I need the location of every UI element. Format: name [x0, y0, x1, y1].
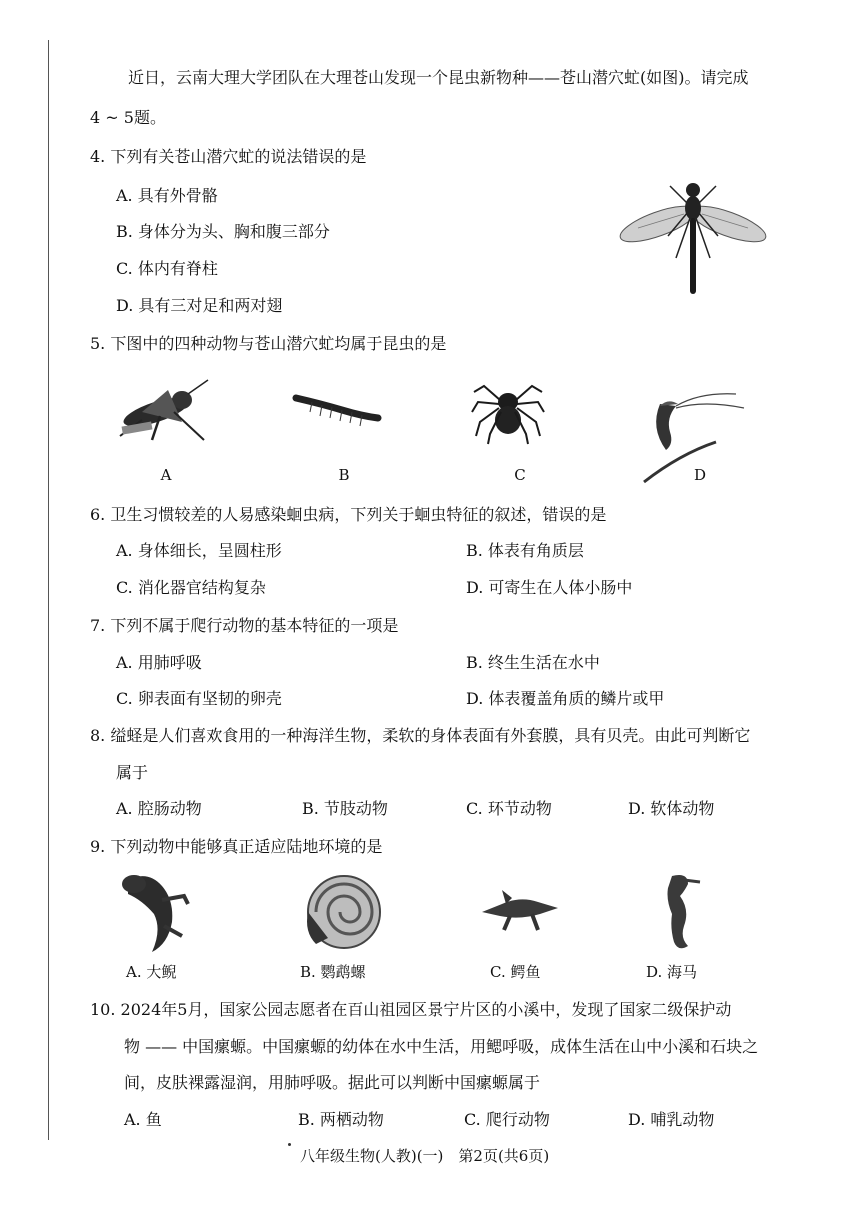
q7-option-c: C. 卵表面有坚韧的卵壳 [116, 689, 282, 708]
q8-stem-line-2: 属于 [116, 763, 149, 782]
grasshopper-icon [112, 376, 212, 446]
q4-stem: 4. 下列有关苍山潜穴虻的说法错误的是 [90, 147, 367, 166]
q4-option-c: C. 体内有脊柱 [116, 259, 218, 278]
q10-option-a: A. 鱼 [124, 1110, 162, 1129]
q10-option-c: C. 爬行动物 [464, 1110, 550, 1129]
q8-option-d: D. 软体动物 [628, 799, 715, 818]
centipede-icon [292, 390, 384, 430]
fly-insect-icon [618, 176, 768, 298]
q6-option-c: C. 消化器官结构复杂 [116, 578, 266, 597]
q5-stem: 5. 下图中的四种动物与苍山潜穴虻均属于昆虫的是 [90, 334, 447, 353]
q9-label-b: B. 鹦鹉螺 [300, 963, 366, 981]
q5-label-b: B [338, 466, 350, 484]
q7-stem: 7. 下列不属于爬行动物的基本特征的一项是 [90, 616, 399, 635]
q10-stem-line-2: 物 —— 中国瘰螈。中国瘰螈的幼体在水中生活，用鳃呼吸，成体生活在山中小溪和石块之 [124, 1037, 759, 1056]
page-footer: 八年级生物(人教)(一) 第2页(共6页) [300, 1147, 550, 1165]
q9-label-d: D. 海马 [646, 963, 698, 981]
q9-label-a: A. 大鲵 [126, 963, 177, 981]
q6-option-d: D. 可寄生在人体小肠中 [466, 578, 633, 597]
q10-stem-line-1: 10. 2024年5月，国家公园志愿者在百山祖园区景宁片区的小溪中，发现了国家二级保护动 [90, 1000, 732, 1019]
q5-label-d: D [693, 466, 707, 484]
spider-icon [470, 378, 546, 446]
q8-option-c: C. 环节动物 [466, 799, 552, 818]
q7-option-a: A. 用肺呼吸 [116, 653, 202, 672]
crocodile-icon [480, 884, 560, 934]
q4-option-b: B. 身体分为头、胸和腹三部分 [116, 222, 330, 241]
binding-margin-line [48, 40, 49, 1140]
salamander-icon [118, 870, 194, 954]
q9-stem: 9. 下列动物中能够真正适应陆地环境的是 [90, 837, 383, 856]
passage-line-2: 4 ~ 5题。 [90, 108, 166, 127]
q6-stem: 6. 卫生习惯较差的人易感染蛔虫病，下列关于蛔虫特征的叙述，错误的是 [90, 505, 607, 524]
q10-option-d: D. 哺乳动物 [628, 1110, 715, 1129]
q6-option-b: B. 体表有角质层 [466, 541, 584, 560]
seahorse-icon [654, 870, 704, 954]
q5-label-a: A [160, 466, 172, 484]
q10-option-b: B. 两栖动物 [298, 1110, 384, 1129]
q8-option-b: B. 节肢动物 [302, 799, 388, 818]
q10-stem-line-3: 间，皮肤裸露湿润，用肺呼吸。据此可以判断中国瘰螈属于 [124, 1073, 541, 1092]
q8-stem-line-1: 8. 缢蛏是人们喜欢食用的一种海洋生物，柔软的身体表面有外套膜，具有贝壳。由此可判断它 [90, 726, 751, 745]
nautilus-icon [300, 872, 382, 950]
passage-line-1: 近日，云南大理大学团队在大理苍山发现一个昆虫新物种——苍山潜穴虻(如图)。请完成 [128, 68, 749, 87]
q7-option-b: B. 终生生活在水中 [466, 653, 600, 672]
q4-option-d: D. 具有三对足和两对翅 [116, 296, 283, 315]
q6-option-a: A. 身体细长，呈圆柱形 [116, 541, 282, 560]
q5-label-c: C [514, 466, 526, 484]
q9-label-c: C. 鳄鱼 [490, 963, 541, 981]
q7-option-d: D. 体表覆盖角质的鳞片或甲 [466, 689, 665, 708]
q8-option-a: A. 腔肠动物 [116, 799, 202, 818]
footer-dot [288, 1143, 291, 1146]
q4-option-a: A. 具有外骨骼 [116, 186, 218, 205]
